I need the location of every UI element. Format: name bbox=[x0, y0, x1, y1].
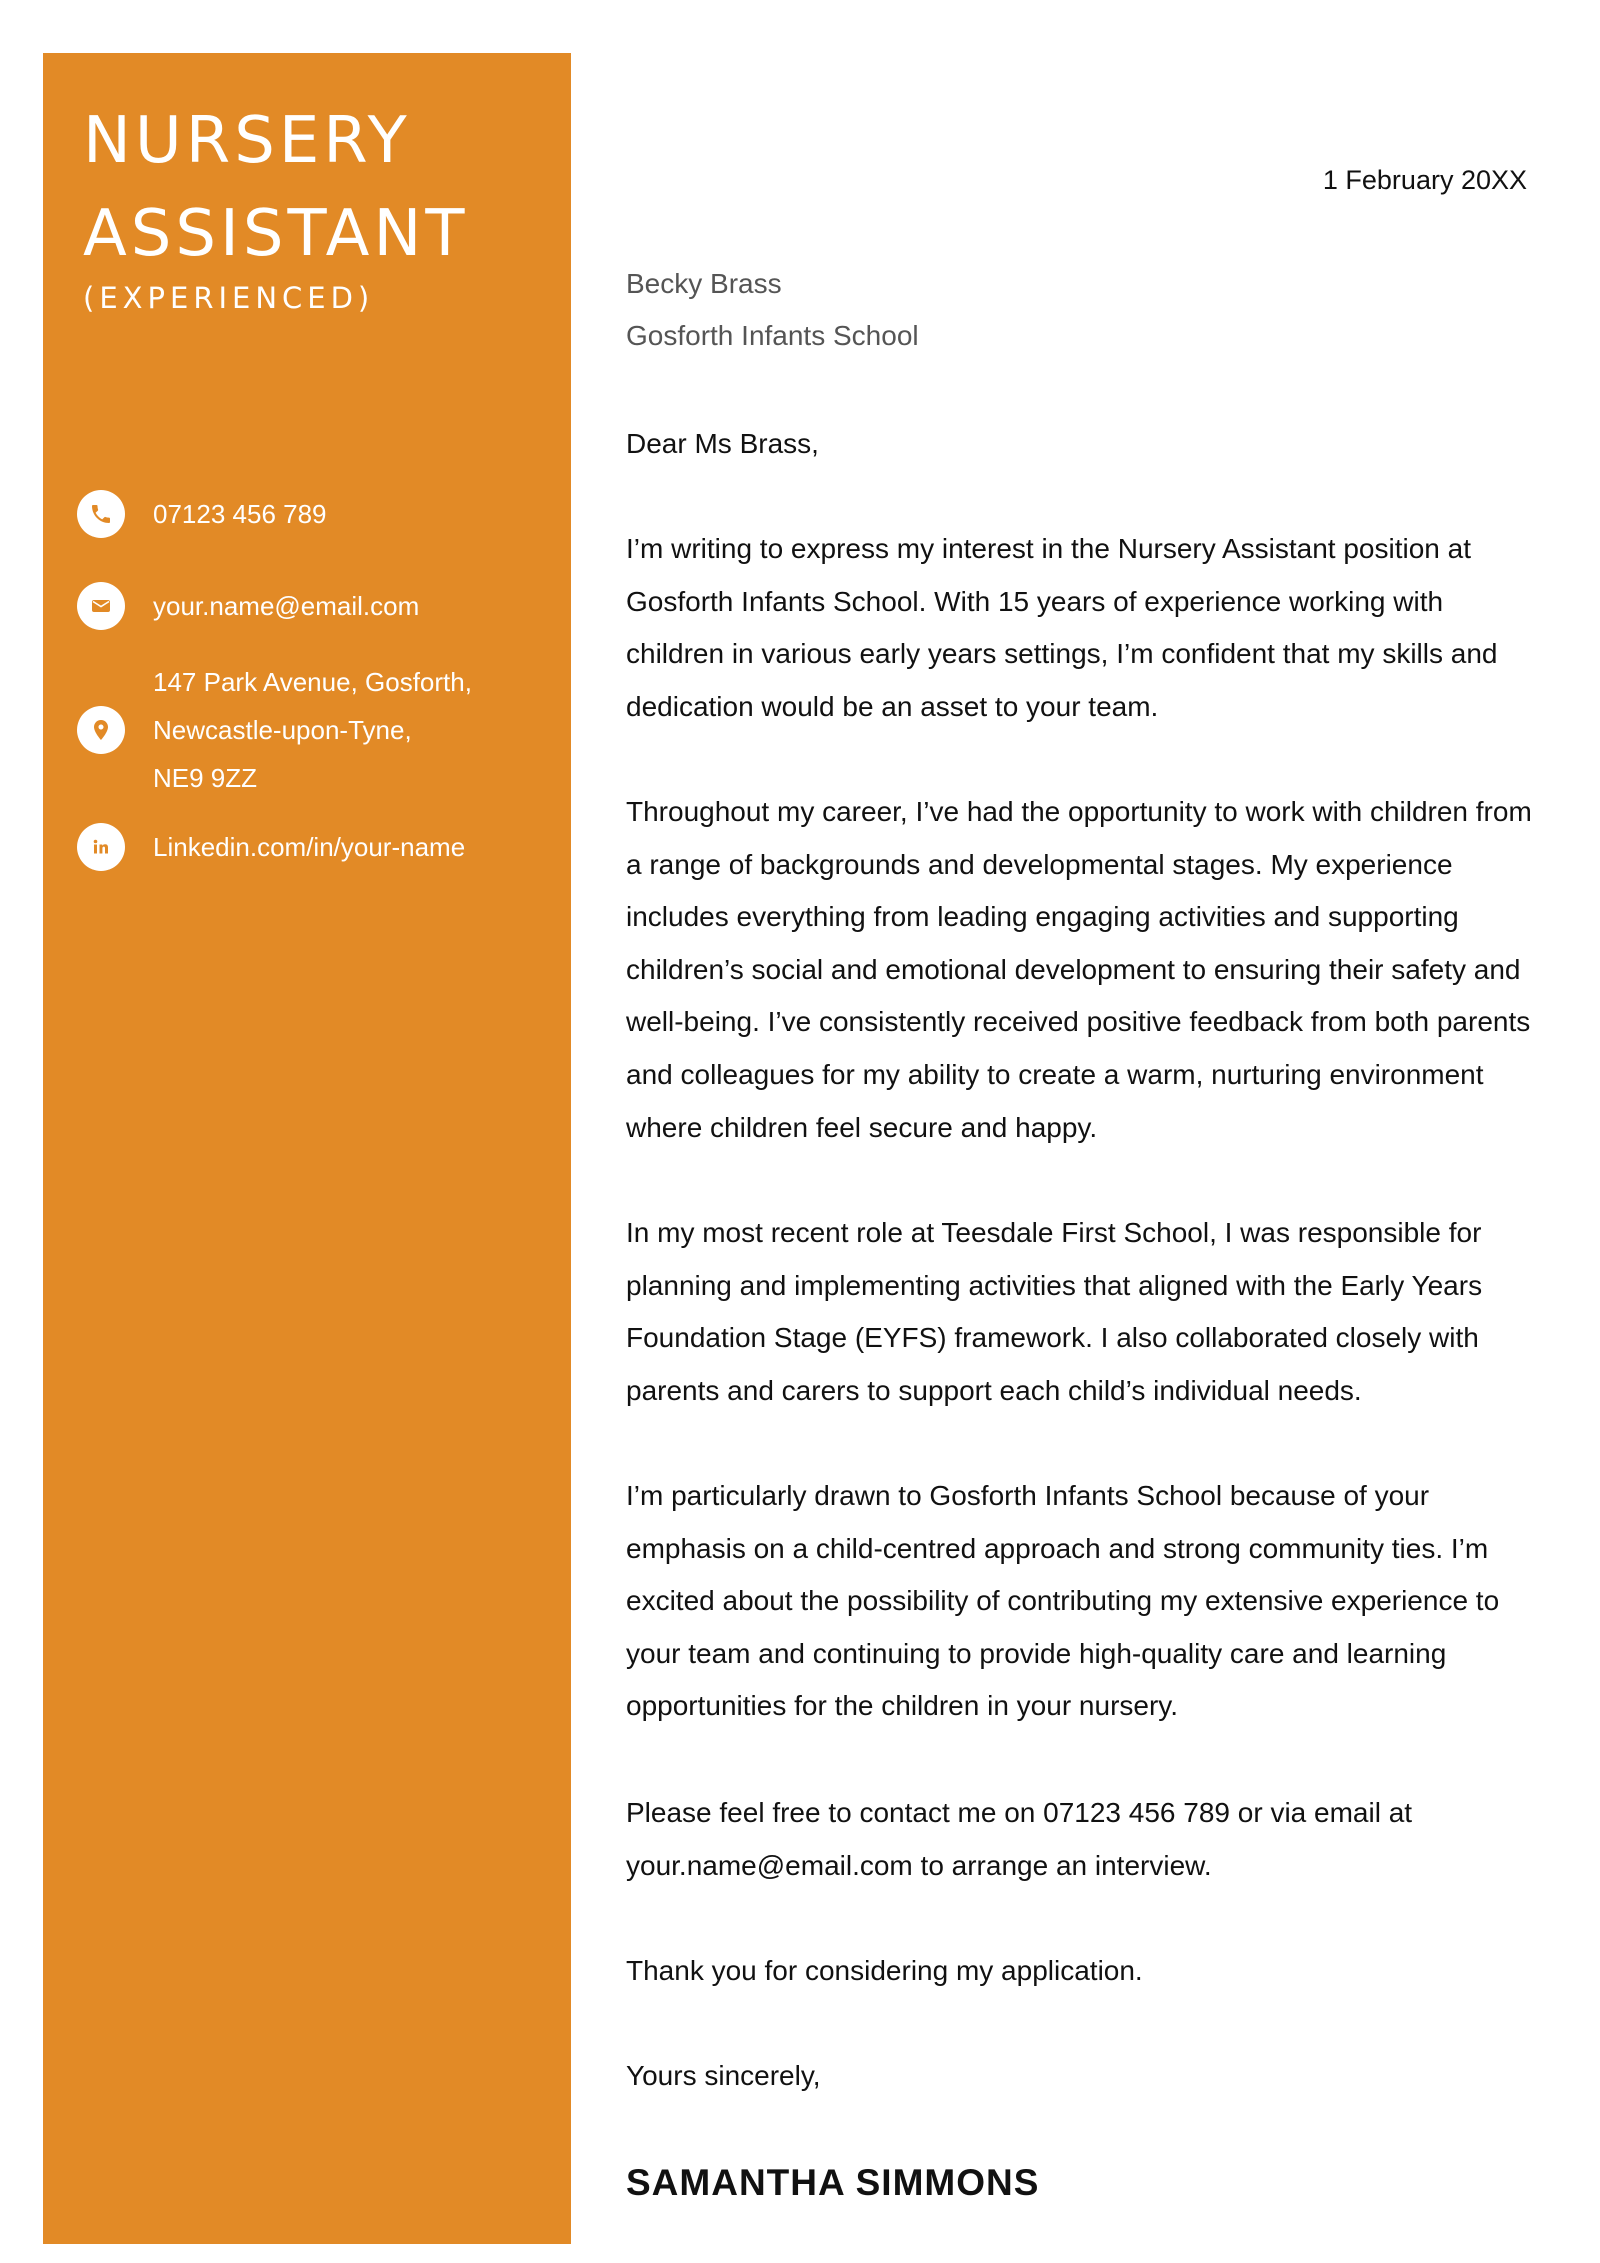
contact-linkedin: Linkedin.com/in/your-name bbox=[153, 832, 466, 862]
body-paragraph-2: Throughout my career, I’ve had the opportunity to work with children from a range of backgrounds and developmental stages. My experience includes everything from leading engaging activities and supporting children’s social and emotional development to ensuring their safety and well-being. I’ve consistently received positive feedback from both parents and colleagues for my ability to create a warm, nurturing environment where children feel secure and happy. bbox=[626, 796, 1532, 1143]
recipient-organisation: Gosforth Infants School bbox=[626, 320, 919, 351]
body-paragraph-6: Thank you for considering my application. bbox=[626, 1955, 1143, 1986]
recipient-name: Becky Brass bbox=[626, 268, 782, 299]
location-pin-icon bbox=[77, 706, 125, 754]
sidebar bbox=[43, 53, 571, 2244]
contact-phone: 07123 456 789 bbox=[153, 499, 327, 529]
salutation: Dear Ms Brass, bbox=[626, 428, 819, 459]
contact-address-line-2: Newcastle-upon-Tyne, bbox=[153, 715, 412, 745]
body-paragraph-1: I’m writing to express my interest in the Nursery Assistant position at Gosforth Infants School. With 15 years of experience working with children in various early years settings, I’m confident that my skills and dedication would be an asset to your team. bbox=[626, 533, 1498, 722]
closing: Yours sincerely, bbox=[626, 2060, 821, 2091]
letter-date: 1 February 20XX bbox=[1322, 165, 1527, 195]
body-paragraph-3: In my most recent role at Teesdale First School, I was responsible for planning and implementing activities that aligned with the Early Years Foundation Stage (EYFS) framework. I also collaborated closely with parents and carers to support each child’s individual needs. bbox=[626, 1217, 1483, 1406]
email-icon bbox=[77, 582, 125, 630]
body-paragraph-5: Please feel free to contact me on 07123 456 789 or via email at your.name@email.com to arrange an interview. bbox=[626, 1797, 1413, 1881]
body-paragraph-4: I’m particularly drawn to Gosforth Infants School because of your emphasis on a child-centred approach and strong community ties. I’m excited about the possibility of contributing my extensive experience to your team and continuing to provide high-quality care and learning opportunities for the children in your nursery. bbox=[626, 1480, 1500, 1722]
contact-address-line-3: NE9 9ZZ bbox=[153, 763, 258, 793]
contact-email: your.name@email.com bbox=[153, 591, 420, 621]
job-title-line-1: NURSERY bbox=[83, 104, 411, 178]
signature-name: SAMANTHA SIMMONS bbox=[626, 2162, 1040, 2203]
contact-address-line-1: 147 Park Avenue, Gosforth, bbox=[153, 667, 472, 697]
linkedin-icon bbox=[77, 823, 125, 871]
phone-icon bbox=[77, 490, 125, 538]
job-title-subtitle: (EXPERIENCED) bbox=[83, 281, 375, 315]
job-title-line-2: ASSISTANT bbox=[83, 197, 469, 271]
